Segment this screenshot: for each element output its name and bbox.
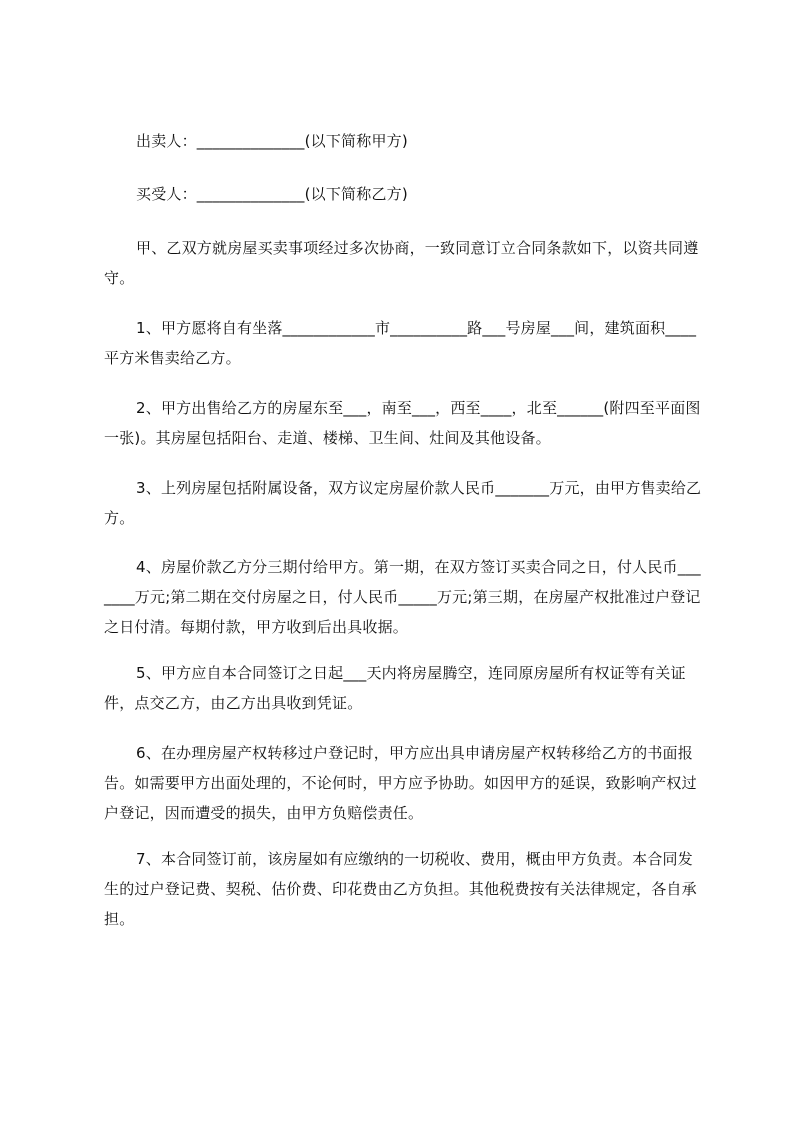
clause-5 xyxy=(104,658,704,718)
clause-text: 4、房屋价款乙方分三期付给甲方。第一期，在双方签订买卖合同之日，付人民币_______万元;第二期在交付房屋之日，付人民币_____万元;第三期，在房屋产权批准过户登记之日付清。每期付款，甲方收到后出具收据。 xyxy=(104,558,701,636)
clause-1 xyxy=(104,313,704,373)
clause-3 xyxy=(104,473,704,533)
clause-6 xyxy=(104,738,704,828)
clause-text: 2、甲方出售给乙方的房屋东至___，南至___，西至____，北至______(附四至平面图一张)。其房屋包括阳台、走道、楼梯、卫生间、灶间及其他设备。 xyxy=(104,399,701,447)
buyer-line-text: 买受人：______________(以下简称乙方) xyxy=(136,185,408,203)
seller-line xyxy=(136,126,706,156)
clause-4 xyxy=(104,552,704,642)
seller-line-text: 出卖人：______________(以下简称甲方) xyxy=(136,132,408,150)
clause-text: 3、上列房屋包括附属设备，双方议定房屋价款人民币_______万元，由甲方售卖给乙方。 xyxy=(104,479,702,527)
clause-2 xyxy=(104,393,704,453)
clause-text: 1、甲方愿将自有坐落____________市__________路___号房屋___间，建筑面积____平方米售卖给乙方。 xyxy=(104,319,697,367)
clause-text: 7、本合同签订前，该房屋如有应缴纳的一切税收、费用，概由甲方负责。本合同发生的过户登记费、契税、估价费、印花费由乙方负担。其他税费按有关法律规定，各自承担。 xyxy=(104,850,697,928)
clause-7 xyxy=(104,844,704,934)
buyer-line xyxy=(136,179,706,209)
intro-paragraph xyxy=(104,233,704,293)
clause-text: 6、在办理房屋产权转移过户登记时，甲方应出具申请房屋产权转移给乙方的书面报告。如需要甲方出面处理的，不论何时，甲方应予协助。如因甲方的延误，致影响产权过户登记，因而遭受的损失，由甲方负赔偿责任。 xyxy=(104,744,697,822)
intro-text: 甲、乙双方就房屋买卖事项经过多次协商，一致同意订立合同条款如下，以资共同遵守。 xyxy=(104,239,699,287)
clause-text: 5、甲方应自本合同签订之日起___天内将房屋腾空，连同原房屋所有权证等有关证件，点交乙方，由乙方出具收到凭证。 xyxy=(104,664,686,712)
